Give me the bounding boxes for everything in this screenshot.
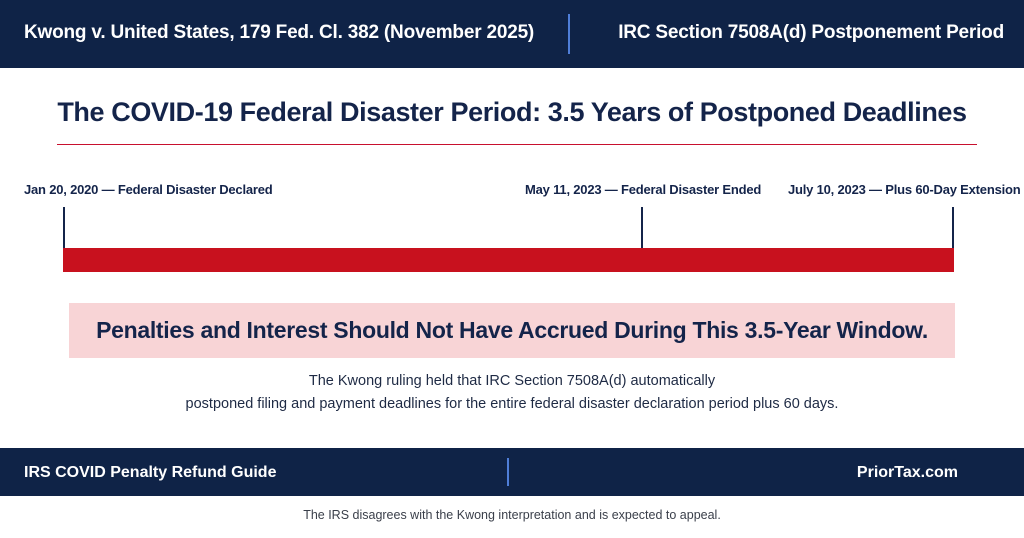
highlight-callout: [69, 303, 955, 358]
highlight-text: Penalties and Interest Should Not Have Accrued During This 3.5-Year Window.: [96, 317, 928, 343]
footer-divider: [507, 458, 509, 486]
site-link[interactable]: PriorTax.com: [856, 464, 958, 481]
timeline-middle-label: May 11, 2023 — Federal Disaster Ended: [525, 182, 762, 197]
timeline-middle-tick: [641, 207, 643, 249]
header-divider: [568, 14, 570, 54]
page-title: The COVID-19 Federal Disaster Period: 3.5 Years of Postponed Deadlines: [57, 97, 967, 127]
timeline-start-label: Jan 20, 2020 — Federal Disaster Declared: [24, 182, 273, 197]
timeline-end-label: July 10, 2023 — Plus 60-Day Extension: [788, 182, 1021, 197]
case-citation: Kwong v. United States, 179 Fed. Cl. 382 (November 2025): [24, 22, 535, 43]
timeline-start-tick: [63, 207, 65, 249]
top-header-bar: [0, 0, 1024, 68]
timeline-bar: [63, 248, 954, 272]
description-line-2: postponed filing and payment deadlines for the entire federal disaster declaration period plus 60 days.: [185, 396, 839, 412]
bottom-footer-bar: [0, 448, 1024, 496]
irc-section-label: IRC Section 7508A(d) Postponement Period: [618, 22, 1004, 43]
title-underline: [57, 144, 977, 145]
footnote: The IRS disagrees with the Kwong interpretation and is expected to appeal.: [303, 508, 721, 522]
guide-title: IRS COVID Penalty Refund Guide: [24, 464, 277, 481]
description-line-1: The Kwong ruling held that IRC Section 7508A(d) automatically: [308, 373, 716, 389]
timeline-end-tick: [952, 207, 954, 249]
